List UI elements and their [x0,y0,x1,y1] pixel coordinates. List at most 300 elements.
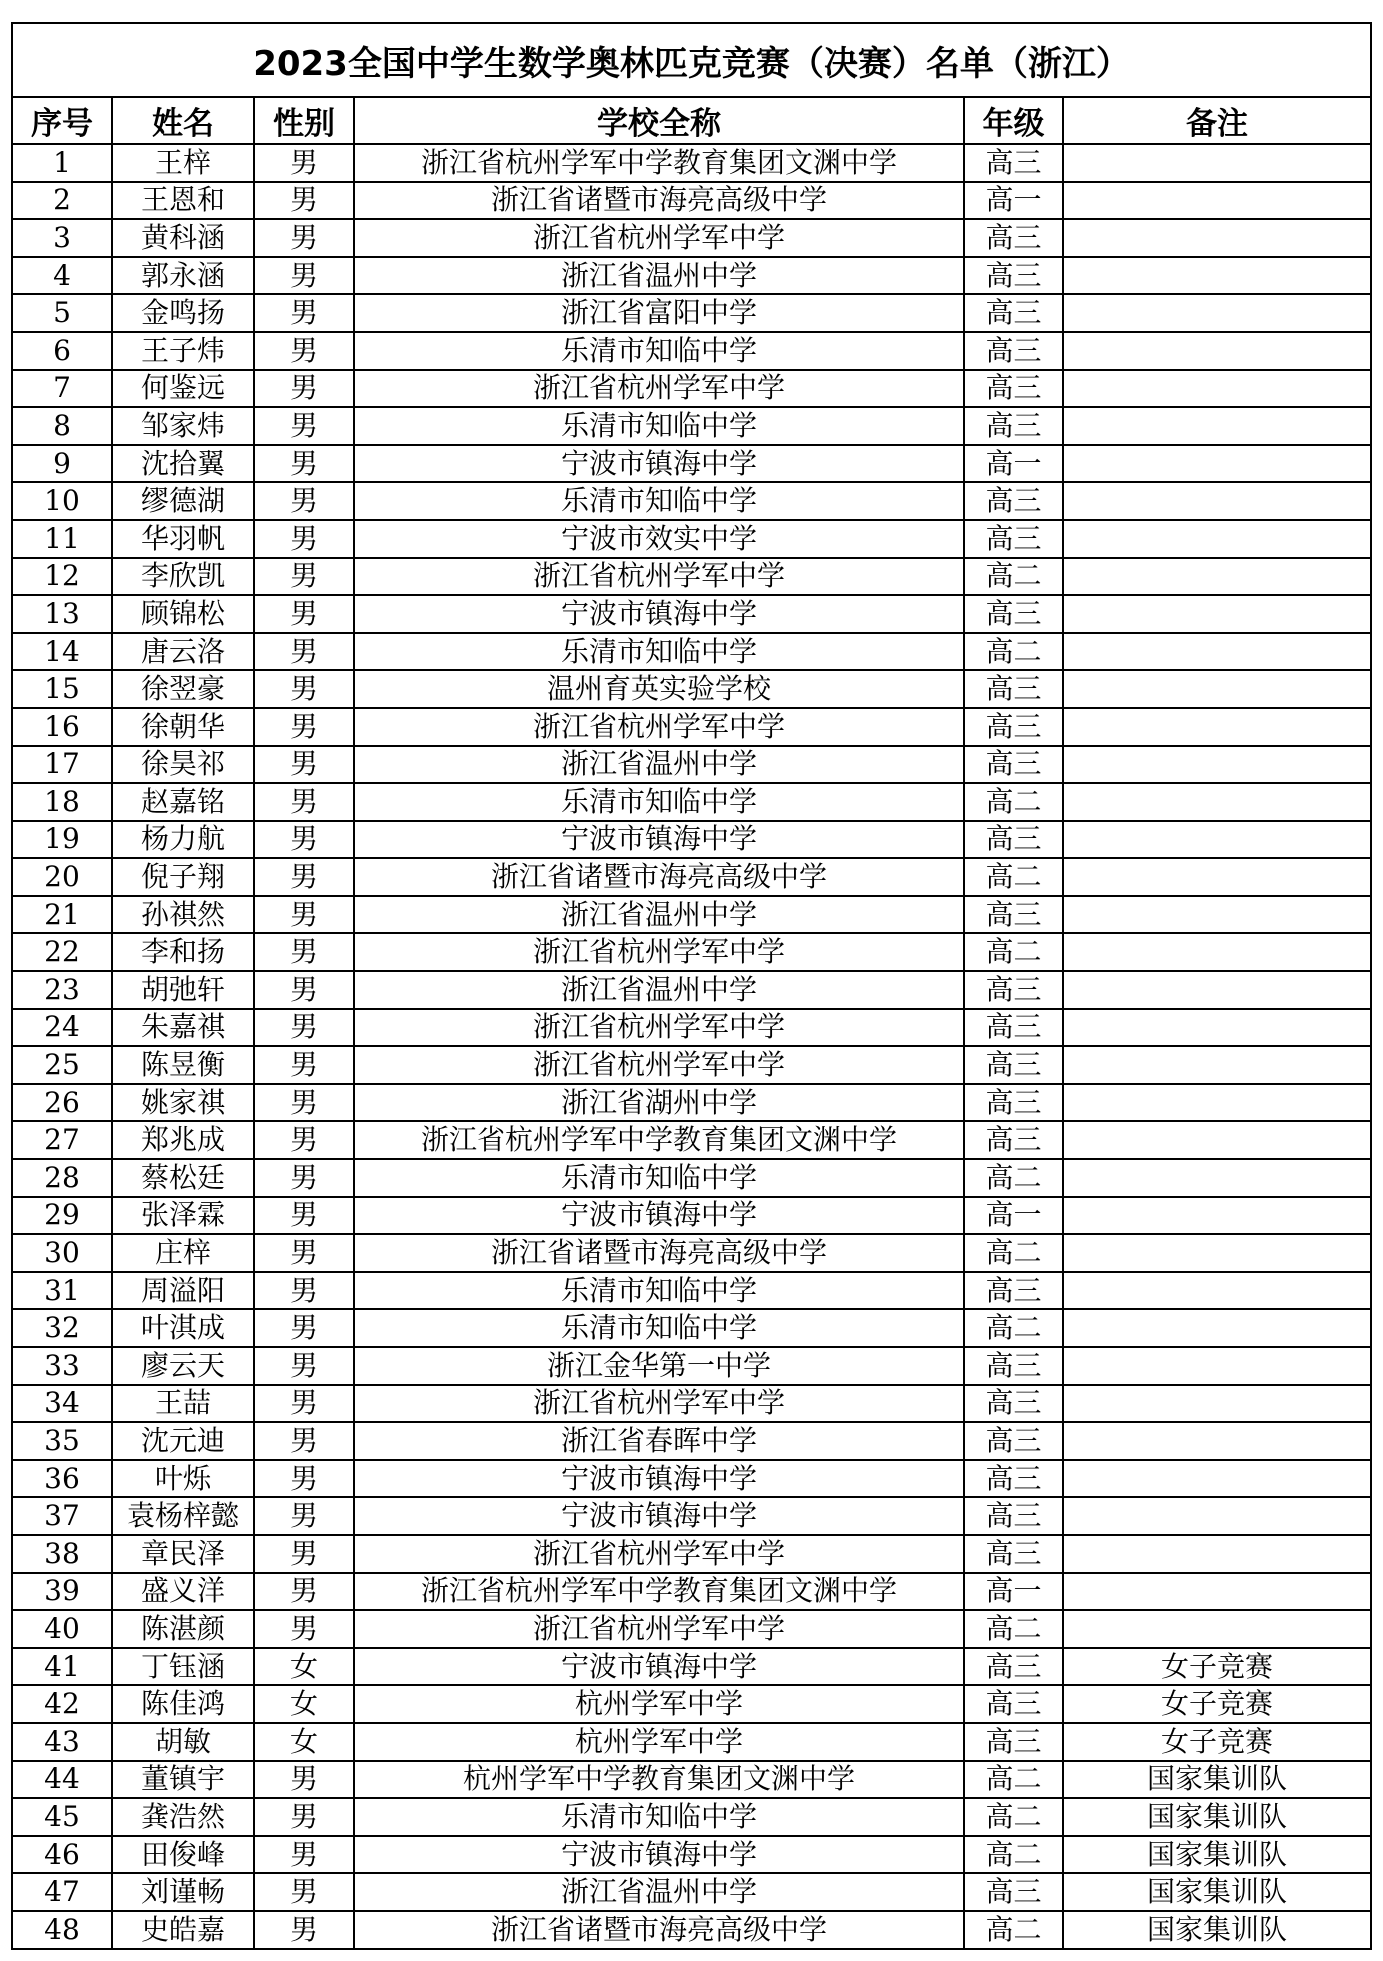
cell-name: 沈拾翼 [112,445,254,483]
cell-gender: 男 [254,670,354,708]
table-row [12,971,1371,1009]
cell-school: 浙江省杭州学军中学 [354,933,964,971]
cell-name: 孙祺然 [112,896,254,934]
cell-school: 温州育英实验学校 [354,670,964,708]
cell-remark [1063,1309,1371,1347]
cell-gender: 男 [254,858,354,896]
table-row [12,219,1371,257]
cell-remark [1063,1121,1371,1159]
cell-gender: 男 [254,1121,354,1159]
cell-remark [1063,821,1371,859]
cell-gender: 男 [254,1197,354,1235]
cell-remark [1063,670,1371,708]
cell-remark [1063,858,1371,896]
cell-remark [1063,520,1371,558]
cell-name: 王恩和 [112,182,254,220]
cell-gender: 男 [254,1911,354,1949]
cell-index: 11 [12,520,112,558]
cell-remark [1063,1159,1371,1197]
cell-remark [1063,144,1371,182]
cell-school: 宁波市镇海中学 [354,595,964,633]
cell-gender: 男 [254,821,354,859]
cell-name: 叶淇成 [112,1309,254,1347]
cell-grade: 高三 [964,1723,1063,1761]
cell-grade: 高三 [964,1385,1063,1423]
col-header-name: 姓名 [112,97,254,144]
cell-index: 44 [12,1761,112,1799]
cell-grade: 高二 [964,1234,1063,1272]
cell-remark [1063,1460,1371,1498]
cell-gender: 男 [254,1046,354,1084]
cell-remark [1063,558,1371,596]
cell-gender: 男 [254,144,354,182]
cell-remark: 女子竞赛 [1063,1723,1371,1761]
table-row [12,407,1371,445]
cell-index: 24 [12,1009,112,1047]
cell-index: 7 [12,370,112,408]
table-row [12,1385,1371,1423]
cell-school: 浙江省杭州学军中学 [354,1610,964,1648]
cell-school: 宁波市镇海中学 [354,821,964,859]
cell-grade: 高二 [964,858,1063,896]
cell-grade: 高二 [964,1159,1063,1197]
cell-gender: 男 [254,595,354,633]
cell-name: 刘谨畅 [112,1873,254,1911]
cell-grade: 高二 [964,783,1063,821]
col-header-grade: 年级 [964,97,1063,144]
cell-school: 浙江省诸暨市海亮高级中学 [354,858,964,896]
cell-name: 缪德湖 [112,482,254,520]
cell-name: 王子炜 [112,332,254,370]
cell-school: 浙江省杭州学军中学教育集团文渊中学 [354,1573,964,1611]
table-row [12,1535,1371,1573]
cell-grade: 高二 [964,1610,1063,1648]
cell-index: 4 [12,257,112,295]
cell-name: 徐朝华 [112,708,254,746]
cell-index: 9 [12,445,112,483]
cell-grade: 高三 [964,896,1063,934]
cell-remark: 国家集训队 [1063,1761,1371,1799]
cell-school: 宁波市效实中学 [354,520,964,558]
cell-school: 乐清市知临中学 [354,633,964,671]
cell-name: 徐翌豪 [112,670,254,708]
cell-grade: 高三 [964,746,1063,784]
cell-name: 金鸣扬 [112,294,254,332]
cell-name: 朱嘉祺 [112,1009,254,1047]
cell-gender: 男 [254,1234,354,1272]
cell-school: 浙江省杭州学军中学 [354,1535,964,1573]
table-row [12,1610,1371,1648]
cell-index: 2 [12,182,112,220]
cell-grade: 高三 [964,407,1063,445]
table-row [12,257,1371,295]
table-row [12,1309,1371,1347]
cell-index: 8 [12,407,112,445]
cell-index: 16 [12,708,112,746]
cell-gender: 男 [254,746,354,784]
cell-school: 浙江省诸暨市海亮高级中学 [354,1911,964,1949]
cell-name: 姚家祺 [112,1084,254,1122]
cell-remark [1063,1422,1371,1460]
table-row [12,520,1371,558]
cell-index: 36 [12,1460,112,1498]
cell-index: 47 [12,1873,112,1911]
cell-school: 浙江省温州中学 [354,1873,964,1911]
cell-remark [1063,1197,1371,1235]
cell-gender: 男 [254,370,354,408]
cell-grade: 高二 [964,1798,1063,1836]
cell-gender: 男 [254,1873,354,1911]
cell-school: 杭州学军中学 [354,1685,964,1723]
cell-index: 27 [12,1121,112,1159]
cell-school: 乐清市知临中学 [354,1798,964,1836]
cell-remark [1063,746,1371,784]
cell-grade: 高一 [964,182,1063,220]
cell-name: 倪子翔 [112,858,254,896]
cell-remark: 国家集训队 [1063,1911,1371,1949]
cell-grade: 高三 [964,1046,1063,1084]
cell-grade: 高三 [964,1347,1063,1385]
table-row [12,670,1371,708]
cell-remark [1063,370,1371,408]
cell-index: 31 [12,1272,112,1310]
cell-gender: 男 [254,558,354,596]
cell-name: 叶烁 [112,1460,254,1498]
cell-name: 唐云洛 [112,633,254,671]
cell-remark: 女子竞赛 [1063,1648,1371,1686]
cell-index: 18 [12,783,112,821]
cell-gender: 男 [254,1497,354,1535]
cell-gender: 男 [254,1309,354,1347]
cell-grade: 高三 [964,821,1063,859]
cell-index: 41 [12,1648,112,1686]
cell-index: 14 [12,633,112,671]
table-row [12,1460,1371,1498]
cell-remark [1063,1272,1371,1310]
cell-grade: 高三 [964,1460,1063,1498]
cell-school: 宁波市镇海中学 [354,1648,964,1686]
cell-gender: 男 [254,1422,354,1460]
cell-name: 袁杨梓懿 [112,1497,254,1535]
cell-remark [1063,1009,1371,1047]
cell-remark [1063,896,1371,934]
cell-school: 浙江金华第一中学 [354,1347,964,1385]
table-row [12,896,1371,934]
cell-remark [1063,1084,1371,1122]
column-header-row [12,97,1371,144]
cell-gender: 男 [254,1385,354,1423]
cell-remark [1063,1573,1371,1611]
cell-school: 宁波市镇海中学 [354,1460,964,1498]
cell-grade: 高一 [964,1573,1063,1611]
cell-index: 39 [12,1573,112,1611]
roster-sheet [11,22,1370,1950]
cell-index: 12 [12,558,112,596]
cell-school: 宁波市镇海中学 [354,1497,964,1535]
cell-name: 陈湛颜 [112,1610,254,1648]
col-header-remark: 备注 [1063,97,1371,144]
cell-school: 浙江省湖州中学 [354,1084,964,1122]
table-row [12,1648,1371,1686]
cell-school: 浙江省温州中学 [354,257,964,295]
roster-table [11,22,1372,1950]
cell-name: 赵嘉铭 [112,783,254,821]
cell-name: 田俊峰 [112,1836,254,1874]
table-row [12,1197,1371,1235]
cell-index: 13 [12,595,112,633]
cell-gender: 男 [254,1836,354,1874]
table-row [12,821,1371,859]
table-row [12,332,1371,370]
cell-index: 17 [12,746,112,784]
cell-index: 43 [12,1723,112,1761]
cell-index: 25 [12,1046,112,1084]
table-title: 2023全国中学生数学奥林匹克竞赛（决赛）名单（浙江） [12,23,1371,97]
cell-name: 郑兆成 [112,1121,254,1159]
cell-gender: 男 [254,332,354,370]
cell-school: 乐清市知临中学 [354,482,964,520]
cell-index: 22 [12,933,112,971]
cell-gender: 女 [254,1648,354,1686]
cell-index: 37 [12,1497,112,1535]
cell-grade: 高三 [964,1648,1063,1686]
cell-school: 乐清市知临中学 [354,1272,964,1310]
cell-index: 23 [12,971,112,1009]
cell-index: 5 [12,294,112,332]
cell-school: 浙江省杭州学军中学 [354,1046,964,1084]
cell-gender: 男 [254,445,354,483]
cell-school: 浙江省富阳中学 [354,294,964,332]
cell-grade: 高三 [964,1873,1063,1911]
cell-grade: 高一 [964,1197,1063,1235]
cell-name: 盛义洋 [112,1573,254,1611]
cell-gender: 男 [254,1761,354,1799]
cell-gender: 男 [254,708,354,746]
cell-remark [1063,595,1371,633]
cell-grade: 高二 [964,558,1063,596]
cell-index: 35 [12,1422,112,1460]
cell-grade: 高三 [964,257,1063,295]
cell-name: 王喆 [112,1385,254,1423]
cell-remark [1063,332,1371,370]
cell-gender: 男 [254,219,354,257]
cell-remark [1063,708,1371,746]
cell-name: 杨力航 [112,821,254,859]
cell-gender: 女 [254,1723,354,1761]
table-row [12,1347,1371,1385]
cell-grade: 高三 [964,1121,1063,1159]
cell-school: 杭州学军中学 [354,1723,964,1761]
cell-gender: 男 [254,1159,354,1197]
cell-grade: 高二 [964,1911,1063,1949]
cell-index: 48 [12,1911,112,1949]
col-header-index: 序号 [12,97,112,144]
cell-grade: 高三 [964,1497,1063,1535]
cell-index: 28 [12,1159,112,1197]
table-row [12,1836,1371,1874]
roster-body [12,144,1371,1949]
cell-name: 李欣凯 [112,558,254,596]
cell-name: 董镇宇 [112,1761,254,1799]
cell-remark [1063,482,1371,520]
cell-gender: 男 [254,933,354,971]
cell-gender: 男 [254,520,354,558]
cell-index: 45 [12,1798,112,1836]
cell-school: 浙江省杭州学军中学 [354,708,964,746]
cell-gender: 男 [254,1347,354,1385]
cell-school: 乐清市知临中学 [354,783,964,821]
cell-grade: 高三 [964,971,1063,1009]
cell-grade: 高三 [964,1272,1063,1310]
cell-remark [1063,407,1371,445]
cell-index: 30 [12,1234,112,1272]
cell-name: 郭永涵 [112,257,254,295]
cell-gender: 女 [254,1685,354,1723]
cell-gender: 男 [254,1798,354,1836]
cell-name: 章民泽 [112,1535,254,1573]
cell-school: 杭州学军中学教育集团文渊中学 [354,1761,964,1799]
table-row [12,1121,1371,1159]
cell-school: 浙江省杭州学军中学教育集团文渊中学 [354,144,964,182]
table-row [12,858,1371,896]
cell-name: 张泽霖 [112,1197,254,1235]
cell-grade: 高三 [964,294,1063,332]
table-row [12,633,1371,671]
cell-name: 华羽帆 [112,520,254,558]
cell-school: 浙江省杭州学军中学 [354,1385,964,1423]
cell-name: 周溢阳 [112,1272,254,1310]
cell-grade: 高三 [964,144,1063,182]
cell-name: 沈元迪 [112,1422,254,1460]
table-row [12,1422,1371,1460]
cell-grade: 高二 [964,1836,1063,1874]
cell-school: 浙江省杭州学军中学 [354,1009,964,1047]
cell-school: 乐清市知临中学 [354,1309,964,1347]
cell-gender: 男 [254,294,354,332]
cell-name: 王梓 [112,144,254,182]
cell-gender: 男 [254,896,354,934]
table-row [12,1761,1371,1799]
cell-grade: 高三 [964,370,1063,408]
table-row [12,182,1371,220]
cell-grade: 高一 [964,445,1063,483]
table-row [12,1873,1371,1911]
cell-school: 浙江省诸暨市海亮高级中学 [354,182,964,220]
cell-grade: 高三 [964,1685,1063,1723]
cell-name: 龚浩然 [112,1798,254,1836]
cell-remark [1063,1046,1371,1084]
cell-grade: 高三 [964,670,1063,708]
cell-remark [1063,783,1371,821]
cell-remark [1063,294,1371,332]
cell-remark [1063,445,1371,483]
table-row [12,595,1371,633]
table-row [12,1798,1371,1836]
cell-remark [1063,219,1371,257]
cell-remark [1063,971,1371,1009]
cell-index: 46 [12,1836,112,1874]
table-row [12,1497,1371,1535]
cell-school: 浙江省诸暨市海亮高级中学 [354,1234,964,1272]
table-row [12,445,1371,483]
cell-name: 胡弛轩 [112,971,254,1009]
cell-remark [1063,1234,1371,1272]
table-row [12,1046,1371,1084]
cell-gender: 男 [254,1272,354,1310]
cell-gender: 男 [254,633,354,671]
cell-name: 何鉴远 [112,370,254,408]
cell-school: 浙江省温州中学 [354,896,964,934]
cell-index: 6 [12,332,112,370]
cell-school: 浙江省杭州学军中学 [354,219,964,257]
cell-remark [1063,933,1371,971]
cell-school: 浙江省杭州学军中学 [354,370,964,408]
cell-school: 浙江省杭州学军中学 [354,558,964,596]
cell-school: 宁波市镇海中学 [354,1836,964,1874]
cell-grade: 高二 [964,1309,1063,1347]
cell-gender: 男 [254,783,354,821]
cell-remark: 国家集训队 [1063,1873,1371,1911]
table-row [12,746,1371,784]
cell-index: 33 [12,1347,112,1385]
cell-gender: 男 [254,407,354,445]
table-row [12,1685,1371,1723]
cell-index: 19 [12,821,112,859]
cell-name: 陈佳鸿 [112,1685,254,1723]
cell-index: 40 [12,1610,112,1648]
cell-school: 乐清市知临中学 [354,407,964,445]
cell-grade: 高三 [964,1422,1063,1460]
cell-grade: 高三 [964,1084,1063,1122]
cell-gender: 男 [254,257,354,295]
cell-grade: 高二 [964,633,1063,671]
cell-remark: 国家集训队 [1063,1798,1371,1836]
cell-grade: 高三 [964,1535,1063,1573]
cell-remark [1063,1610,1371,1648]
cell-gender: 男 [254,1610,354,1648]
cell-school: 乐清市知临中学 [354,332,964,370]
table-row [12,370,1371,408]
col-header-school: 学校全称 [354,97,964,144]
cell-index: 38 [12,1535,112,1573]
cell-remark [1063,1535,1371,1573]
cell-remark: 女子竞赛 [1063,1685,1371,1723]
cell-remark: 国家集训队 [1063,1836,1371,1874]
cell-gender: 男 [254,1535,354,1573]
cell-grade: 高三 [964,595,1063,633]
cell-grade: 高三 [964,482,1063,520]
cell-school: 浙江省温州中学 [354,971,964,1009]
cell-index: 42 [12,1685,112,1723]
cell-gender: 男 [254,1009,354,1047]
cell-index: 10 [12,482,112,520]
cell-grade: 高三 [964,1009,1063,1047]
cell-gender: 男 [254,182,354,220]
cell-school: 浙江省春晖中学 [354,1422,964,1460]
cell-gender: 男 [254,482,354,520]
table-row [12,1573,1371,1611]
cell-index: 34 [12,1385,112,1423]
table-row [12,1159,1371,1197]
cell-name: 邹家炜 [112,407,254,445]
cell-name: 李和扬 [112,933,254,971]
table-row [12,1234,1371,1272]
cell-gender: 男 [254,1573,354,1611]
cell-remark [1063,1385,1371,1423]
cell-grade: 高二 [964,933,1063,971]
table-row [12,1911,1371,1949]
cell-grade: 高三 [964,520,1063,558]
